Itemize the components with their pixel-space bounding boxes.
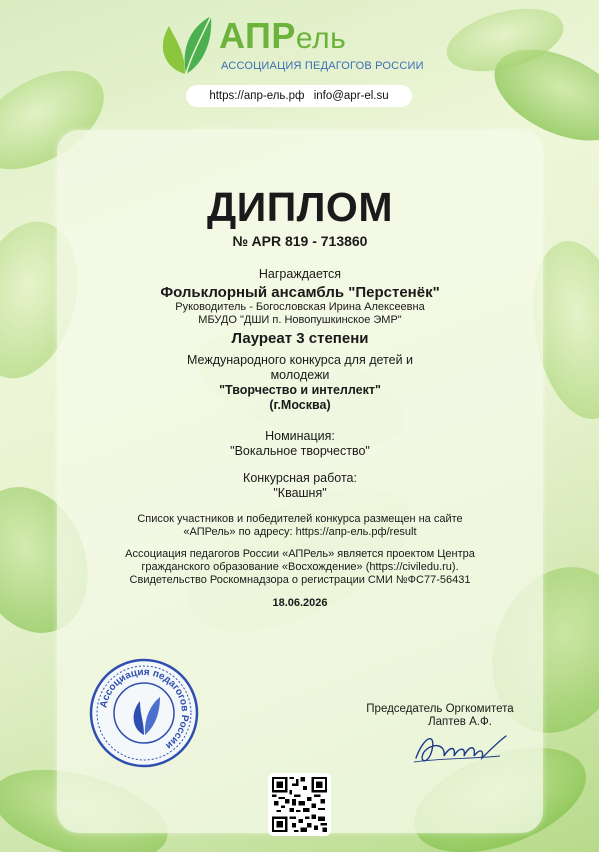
- work-value: "Квашня": [273, 486, 327, 500]
- issue-date: 18.06.2026: [272, 597, 328, 609]
- association-stamp: [88, 657, 200, 769]
- website-link[interactable]: https://апр-ель.рф: [209, 90, 305, 102]
- chair-position: Председатель Оргкомитета: [366, 703, 514, 715]
- diploma-title: ДИПЛОМ: [207, 184, 393, 230]
- email-link[interactable]: info@apr-el.su: [313, 90, 389, 102]
- association-notice: Ассоциация педагогов России «АПРель» является проектом Центра гражданского образование «Восхождение» (https://civiledu.ru). Свидетельство Роскомнадзора о регистрации СМИ №ФС77-56431: [125, 548, 475, 586]
- chair-block: [340, 703, 540, 729]
- nomination-label: Номинация:: [265, 429, 335, 443]
- nomination-value: "Вокальное творчество": [230, 444, 370, 458]
- qr-code-icon: [272, 777, 327, 832]
- school-line: МБУДО "ДШИ п. Новопушкинское ЭМР": [198, 314, 402, 326]
- award-title: Лауреат 3 степени: [231, 330, 369, 347]
- work-label: Конкурсная работа:: [243, 471, 357, 485]
- awarded-label: Награждается: [258, 267, 342, 281]
- handwritten-signature: [410, 728, 510, 773]
- diploma-number: № APR 819 - 713860: [232, 233, 368, 249]
- contest-city: (г.Москва): [269, 398, 331, 412]
- leaf-logo-icon: [155, 12, 217, 78]
- qr-code[interactable]: [268, 773, 331, 836]
- results-notice: Список участников и победителей конкурса размещен на сайте «АПРель» по адресу: https://апр-ель.рф/result: [137, 513, 463, 538]
- contest-name: "Творчество и интеллект": [219, 383, 381, 397]
- leader-line: Руководитель - Богословская Ирина Алексеевна: [175, 301, 425, 313]
- recipient-name: Фольклорный ансамбль "Перстенёк": [160, 284, 440, 301]
- diploma-content: [57, 130, 543, 609]
- logo-name: АПРель: [219, 15, 347, 56]
- chair-name: Лаптев А.Ф.: [428, 716, 492, 728]
- logo-subtitle: АССОЦИАЦИЯ ПЕДАГОГОВ РОССИИ: [221, 60, 424, 72]
- apr-logo: [155, 12, 445, 82]
- contest-description: Международного конкурса для детей и молодежи: [186, 353, 414, 382]
- stamp-text: Ассоциация педагогов России: [98, 666, 191, 752]
- contacts-bar: [186, 85, 412, 107]
